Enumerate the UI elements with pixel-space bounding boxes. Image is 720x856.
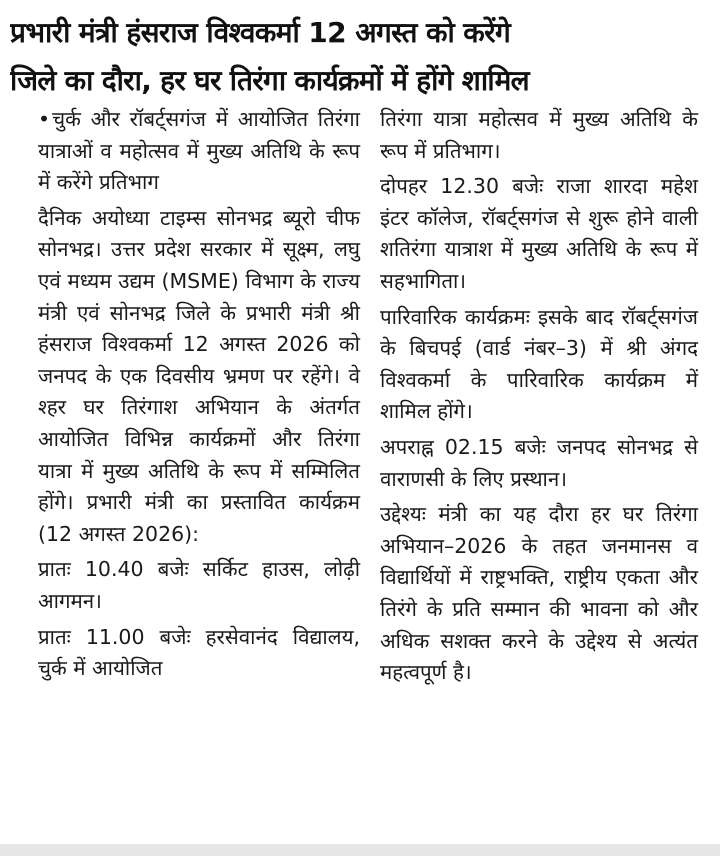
purpose-paragraph: उद्देश्यः मंत्री का यह दौरा हर घर तिरंगा अभियान–2026 के तहत जनमानस व विद्यार्थियों में राष्ट्रभक्ति, राष्ट्रीय एकता और तिरंगे के प्रति सम्मान की भावना को और अधिक सशक्त करने के उद्देश्य से अत्यंत महत्वपूर्ण है। [380,502,698,685]
body-paragraph [38,203,360,551]
schedule-item-3: दोपहर 12.30 बजेः राजा शारदा महेश इंटर कॉलेज, रॉबर्ट्सगंज से शुरू होने वाली शतिरंगा यात्राश में मुख्य अतिथि के रूप में सहभागिता। [380,174,698,293]
bullet-icon: • [38,107,51,131]
schedule-item-2-continued: तिरंगा यात्रा महोत्सव में मुख्य अतिथि के रूप में प्रतिभाग। [380,107,698,163]
headline-line-1: प्रभारी मंत्री हंसराज विश्वकर्मा 12 अगस्त को करेंगे [10,16,511,49]
byline: दैनिक अयोध्या टाइम्स सोनभद्र ब्यूरो चीफ सोनभद्र। [38,205,360,262]
schedule-item-4: पारिवारिक कार्यक्रमः इसके बाद रॉबर्ट्सगंज के बिचपई (वार्ड नंबर–3) में श्री अंगद विश्वकर्मा के पारिवारिक कार्यक्रम में शामिल होंगे। [380,304,698,424]
highlight-text: चुर्क और रॉबर्ट्सगंज में आयोजित तिरंगा यात्राओं व महोत्सव में मुख्य अतिथि के रूप में करेंगे प्रतिभाग [38,107,360,195]
article-right-column [380,104,698,693]
article-left-column [38,104,360,689]
highlight-paragraph [38,104,360,199]
schedule-item-2: प्रातः 11.00 बजेः हरसेवानंद विद्यालय, चुर्क में आयोजित [38,624,360,681]
headline-line-2: जिले का दौरा, हर घर तिरंगा कार्यक्रमों में होंगे शामिल [10,64,529,97]
schedule-item-1: प्रातः 10.40 बजेः सर्किट हाउस, लोढ़ी आगमन। [38,557,360,613]
bottom-band [0,844,720,856]
schedule-item-5: अपराह्न 02.15 बजेः जनपद सोनभद्र से वाराणसी के लिए प्रस्थान। [380,434,698,491]
body-text: उत्तर प्रदेश सरकार में सूक्ष्म, लघु एवं मध्यम उद्यम (MSME) विभाग के राज्य मंत्री एवं सोनभद्र जिले के प्रभारी मंत्री श्री हंसराज विश्वकर्मा 12 अगस्त 2026 को जनपद के एक दिवसीय भ्रमण पर रहेंगे। वे श्हर घर तिरंगाश अभियान के अंतर्गत आयोजित विभिन्न कार्यक्रमों और तिरंगा यात्रा में मुख्य अतिथि के रूप में सम्मिलित होंगे। प्रभारी मंत्री का प्रस्तावित कार्यक्रम (12 अगस्त 2026): [38,237,360,546]
